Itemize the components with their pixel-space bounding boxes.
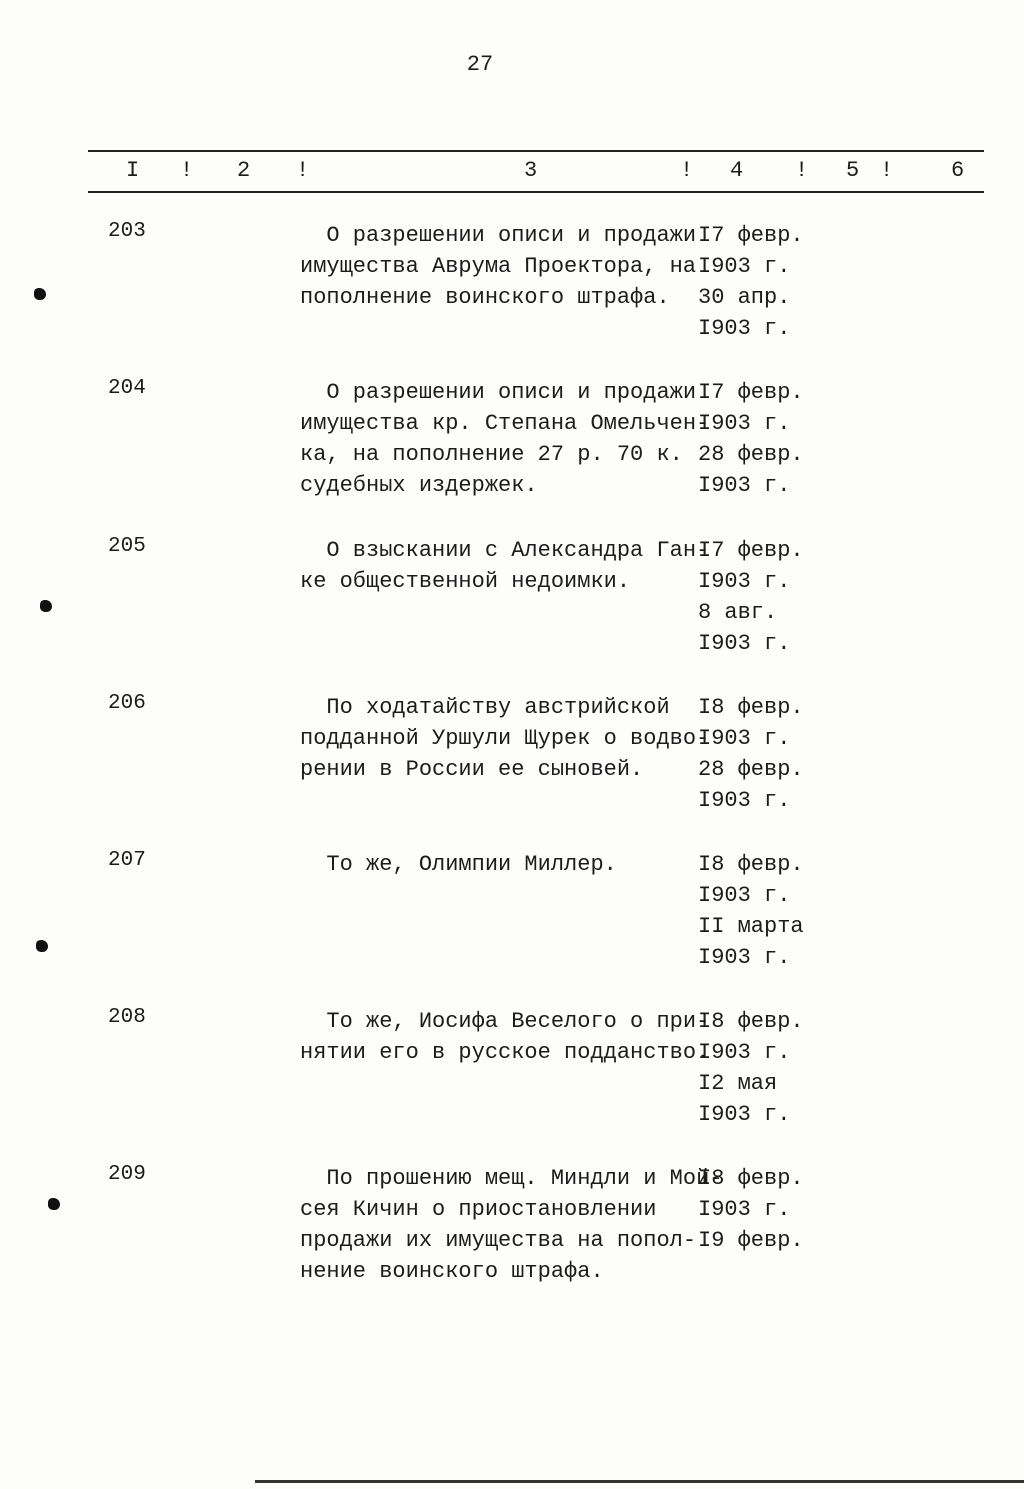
col-6-header: 6 xyxy=(951,158,965,183)
bottom-edge-line xyxy=(255,1480,1024,1483)
record-date-line: 28 февр. xyxy=(698,442,804,467)
record-date-line: I2 мая xyxy=(698,1071,778,1096)
table-row xyxy=(0,535,1024,685)
record-text-line: судебных издержек. xyxy=(300,473,538,498)
record-date-line: I903 г. xyxy=(698,945,791,970)
record-date-line: 30 апр. xyxy=(698,285,791,310)
record-date-line: I903 г. xyxy=(698,254,791,279)
record-date-line: I903 г. xyxy=(698,1102,791,1127)
record-number: 208 xyxy=(108,1006,146,1029)
record-number: 206 xyxy=(108,692,146,715)
record-text-line: пополнение воинского штрафа. xyxy=(300,285,670,310)
record-date-line: I903 г. xyxy=(698,411,791,436)
record-number: 207 xyxy=(108,849,146,872)
col-1-header: I xyxy=(126,158,140,183)
col-separator: ! xyxy=(880,158,894,183)
table-row xyxy=(0,1006,1024,1156)
record-date-line: I903 г. xyxy=(698,316,791,341)
punch-hole-mark xyxy=(34,288,46,300)
punch-hole-mark xyxy=(48,1198,60,1210)
record-text-line: О взыскании с Александра Ган- xyxy=(300,538,710,563)
record-number: 204 xyxy=(108,377,146,400)
record-number: 205 xyxy=(108,535,146,558)
record-date-line: 8 авг. xyxy=(698,600,778,625)
record-date-line: II марта xyxy=(698,914,804,939)
record-date-line: I8 февр. xyxy=(698,1009,804,1034)
record-text-line: О разрешении описи и продажи xyxy=(300,380,697,405)
record-text-line: О разрешении описи и продажи xyxy=(300,223,697,248)
table-row xyxy=(0,377,1024,527)
record-text-line: ка, на пополнение 27 р. 70 к. xyxy=(300,442,683,467)
record-date-line: I7 февр. xyxy=(698,223,804,248)
record-number: 209 xyxy=(108,1163,146,1186)
record-date-line: I9 февр. xyxy=(698,1228,804,1253)
table-row xyxy=(0,692,1024,842)
record-date-line: I7 февр. xyxy=(698,538,804,563)
record-text-line: продажи их имущества на попол- xyxy=(300,1228,697,1253)
record-text-line: нение воинского штрафа. xyxy=(300,1259,604,1284)
record-date-line: 28 февр. xyxy=(698,757,804,782)
record-text-line: подданной Уршули Щурек о водво- xyxy=(300,726,710,751)
col-5-header: 5 xyxy=(846,158,860,183)
col-2-header: 2 xyxy=(237,158,251,183)
record-date-line: I903 г. xyxy=(698,631,791,656)
record-date-line: I8 февр. xyxy=(698,695,804,720)
punch-hole-mark xyxy=(36,940,48,952)
record-date-line: I903 г. xyxy=(698,726,791,751)
record-date-line: I7 февр. xyxy=(698,380,804,405)
record-text-line: То же, Иосифа Веселого о при- xyxy=(300,1009,710,1034)
col-separator: ! xyxy=(180,158,194,183)
col-separator: ! xyxy=(680,158,694,183)
table-row xyxy=(0,849,1024,999)
record-date-line: I903 г. xyxy=(698,473,791,498)
header-top-rule xyxy=(88,150,984,152)
record-date-line: I903 г. xyxy=(698,1040,791,1065)
record-number: 203 xyxy=(108,220,146,243)
col-4-header: 4 xyxy=(730,158,744,183)
col-separator: ! xyxy=(795,158,809,183)
record-text-line: То же, Олимпии Миллер. xyxy=(300,852,617,877)
record-text-line: имущества кр. Степана Омельчен- xyxy=(300,411,710,436)
record-text-line: нятии его в русское подданство. xyxy=(300,1040,710,1065)
record-text-line: По прошению мещ. Миндли и Мой- xyxy=(300,1166,723,1191)
col-separator: ! xyxy=(296,158,310,183)
table-row xyxy=(0,1163,1024,1313)
record-text-line: сея Кичин о приостановлении xyxy=(300,1197,657,1222)
record-date-line: I903 г. xyxy=(698,788,791,813)
record-text-line: По ходатайству австрийской xyxy=(300,695,670,720)
record-date-line: I903 г. xyxy=(698,883,791,908)
record-text-line: имущества Аврума Проектора, на xyxy=(300,254,697,279)
header-bottom-rule xyxy=(88,191,984,193)
record-date-line: I903 г. xyxy=(698,569,791,594)
record-text-line: рении в России ее сыновей. xyxy=(300,757,644,782)
record-date-line: I903 г. xyxy=(698,1197,791,1222)
table-row xyxy=(0,220,1024,370)
punch-hole-mark xyxy=(40,600,52,612)
record-date-line: I8 февр. xyxy=(698,1166,804,1191)
record-date-line: I8 февр. xyxy=(698,852,804,877)
col-3-header: 3 xyxy=(524,158,538,183)
page-number: 27 xyxy=(466,52,494,77)
record-text-line: ке общественной недоимки. xyxy=(300,569,631,594)
